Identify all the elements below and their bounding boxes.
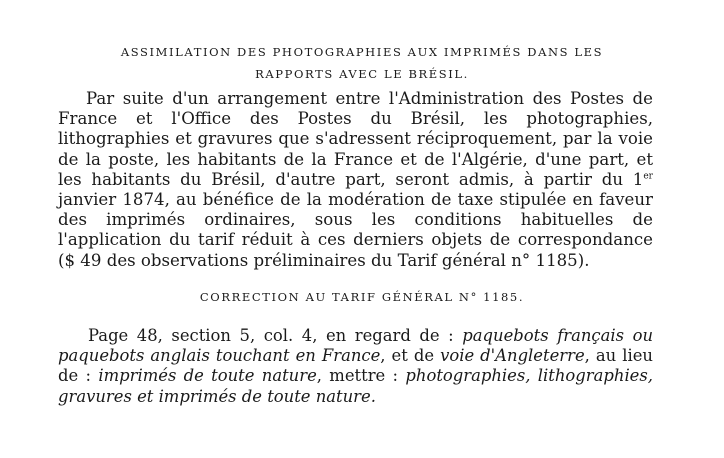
paragraph-arrangement [58,89,653,271]
correction-text-4: , mettre : [316,366,406,386]
section-heading-correction: CORRECTION AU TARIF GÉNÉRAL N° 1185. [199,290,525,304]
superscript-er: er [643,171,653,182]
paragraph-text-before-sup: Par suite d'un arrangement entre l'Administration des Postes de France et l'Office des Postes du Brésil, les photographies, lithographies et gravures que s'adressent réciproquement, par la voie de la poste, les habitants de la France et de l'Algérie, d'une part, et les habitants du Brésil, d'autre part, seront admis, à partir du 1 [58,89,653,189]
heading-line-1: ASSIMILATION DES PHOTOGRAPHIES AUX IMPRIMÉS DANS LES [120,45,604,59]
correction-text-3: , au lieu de : [58,346,653,386]
paragraph-text-after-sup: janvier 1874, au bénéfice de la modération de taxe stipulée en faveur des imprimés ordinaires, sous les conditions habituelles de l'application du tarif réduit à ces derniers objets de correspondance ($ 49 des observations préliminaires du Tarif général n° 1185). [58,190,653,270]
paragraph-correction [58,326,653,407]
correction-italic-2: voie d'Angleterre [440,346,585,366]
correction-italic-1: paquebots français ou paquebots anglais touchant en France [58,326,653,366]
correction-italic-3: imprimés de toute nature [98,366,317,386]
correction-text-1: Page 48, section 5, col. 4, en regard de : [88,326,463,345]
heading-line-2: RAPPORTS AVEC LE BRÉSIL. [255,67,469,81]
correction-italic-4: photographies, lithographies, gravures et imprimés de toute nature. [58,366,654,406]
section-heading-assimilation [60,41,664,85]
correction-text-2: , et de [380,346,441,366]
